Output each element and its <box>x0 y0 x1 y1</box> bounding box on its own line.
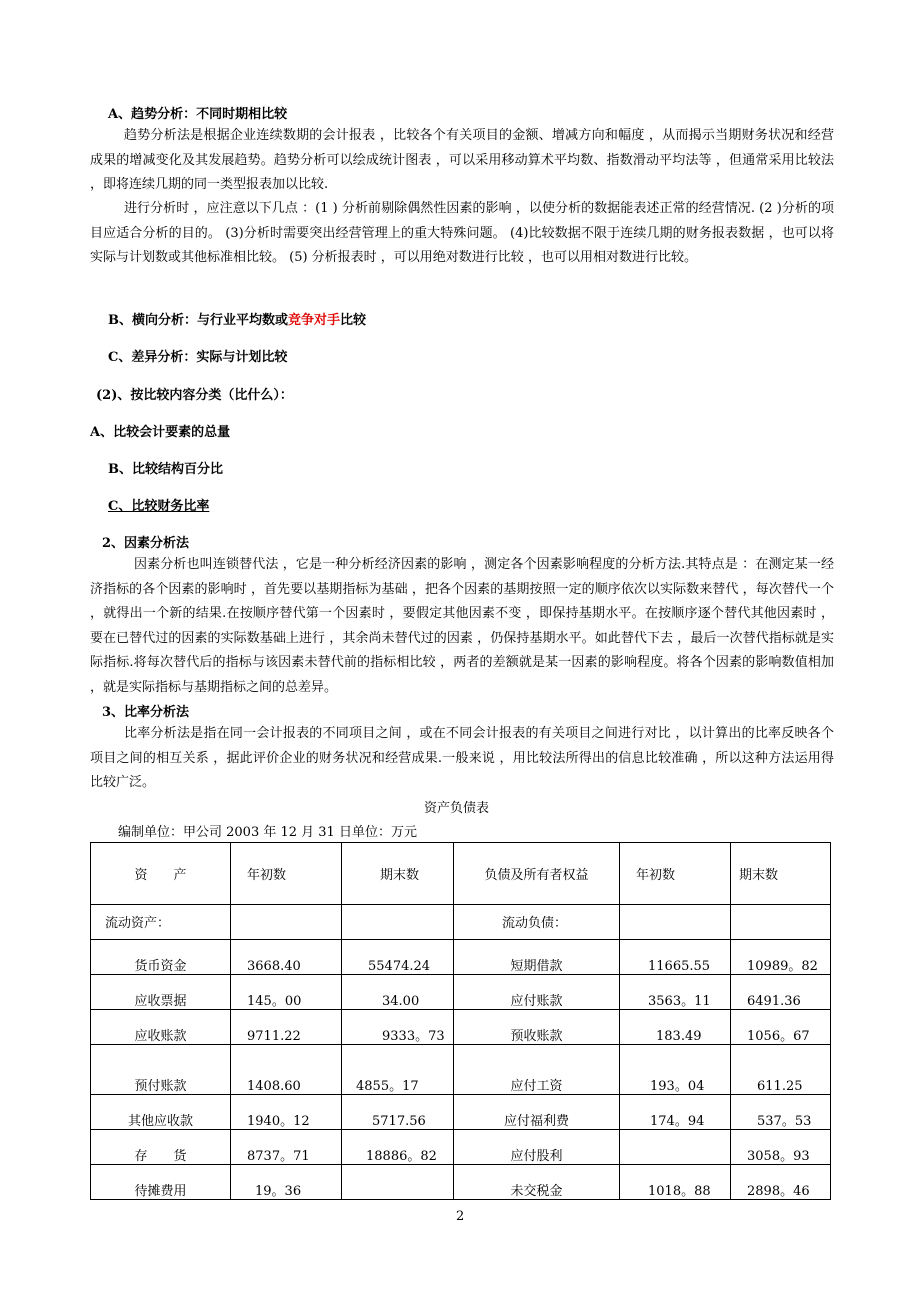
cell-asset-end <box>342 905 454 940</box>
cell-asset-name: 流动资产： <box>91 905 231 940</box>
cell-asset-name: 预付账款 <box>91 1045 231 1095</box>
cell-liability-begin <box>620 1130 731 1165</box>
cell-liability-name: 短期借款 <box>454 940 620 975</box>
cell-liability-name: 未交税金 <box>454 1165 620 1200</box>
cell-asset-end: 55474.24 <box>342 940 454 975</box>
cell-liability-begin: 174。94 <box>620 1095 731 1130</box>
cell-liability-name: 应付账款 <box>454 975 620 1010</box>
cell-asset-name: 货币资金 <box>91 940 231 975</box>
highlight-competitor: 竞争对手 <box>288 313 341 328</box>
cell-liability-begin <box>620 905 731 940</box>
table-row <box>91 940 831 975</box>
cell-asset-begin: 3668.40 <box>231 940 342 975</box>
cell-asset-begin: 145。00 <box>231 975 342 1010</box>
cell-liability-end: 3058。93 <box>731 1130 831 1165</box>
cell-asset-begin: 1408.60 <box>231 1045 342 1095</box>
cell-asset-name: 其他应收款 <box>91 1095 231 1130</box>
cell-asset-end: 18886。82 <box>342 1130 454 1165</box>
cell-liability-begin: 1018。88 <box>620 1165 731 1200</box>
cell-asset-name: 待摊费用 <box>91 1165 231 1200</box>
page-number: 2 <box>456 1209 465 1224</box>
header-assets: 资 产 <box>91 843 231 905</box>
cell-asset-name: 存 货 <box>91 1130 231 1165</box>
heading-factor-analysis: 2、因素分析法 <box>102 536 190 551</box>
table-row <box>91 1010 831 1045</box>
cell-asset-name: 应收账款 <box>91 1010 231 1045</box>
heading-ratio-analysis: 3、比率分析法 <box>102 705 190 720</box>
item-compare-ratio: C、比较财务比率 <box>108 499 210 514</box>
item-compare-structure: B、比较结构百分比 <box>108 462 223 477</box>
cell-asset-end: 4855。17 <box>342 1045 454 1095</box>
cell-liability-begin: 193。04 <box>620 1045 731 1095</box>
cell-liability-name: 流动负债： <box>454 905 620 940</box>
header-liabilities: 负债及所有者权益 <box>454 843 620 905</box>
item-compare-total: A、比较会计要素的总量 <box>90 425 231 440</box>
cell-asset-name: 应收票据 <box>91 975 231 1010</box>
table-row <box>91 1130 831 1165</box>
table-subtitle: 编制单位：甲公司 2003 年 12 月 31 日单位：万元 <box>118 825 417 840</box>
paragraph-factor-analysis: 因素分析也叫连锁替代法 ，它是一种分析经济因素的影响 ，测定各个因素影响程度的分析方法.其特点是 ：在测定某一经济指标的各个因素的影响时 ，首先要以基期指标为基础 ，把各个因素的基期按照一定的顺序依次以实际数来替代 ，每次替代一个 ，就得出一个新的结果.在按顺序替代第一个因素时 ，要假定其他因素不变 ，即保持基期水平。在按顺序逐个替代其他因素时 ，要在已替代过的因素的实际数基础上进行 ，其余尚未替代过的因素 ，仍保持基期水平。如此替代下去 ，最后一次替代指标就是实际指标.将每次替代后的指标与该因素未替代前的指标相比较 ，两者的差额就是某一因素的影响程度。将各个因素的影响数值相加 ，就是实际指标与基期指标之间的总差异。 <box>90 557 834 695</box>
table-row <box>91 975 831 1010</box>
cell-liability-begin: 3563。11 <box>620 975 731 1010</box>
cell-asset-begin: 9711.22 <box>231 1010 342 1045</box>
cell-liability-name: 应付福利费 <box>454 1095 620 1130</box>
heading-by-content: (2)、按比较内容分类（比什么）： <box>96 388 293 403</box>
balance-sheet-table <box>90 842 831 1200</box>
cell-liability-name: 应付工资 <box>454 1045 620 1095</box>
table-row <box>91 1095 831 1130</box>
cell-liability-end: 6491.36 <box>731 975 831 1010</box>
cell-asset-end <box>342 1165 454 1200</box>
header-liabilities-end: 期末数 <box>731 843 831 905</box>
table-title: 资产负债表 <box>424 801 490 816</box>
heading-variance-analysis: C、差异分析：实际与计划比较 <box>108 350 288 365</box>
paragraph-trend-analysis: 趋势分析法是根据企业连续数期的会计报表 ，比较各个有关项目的金额、增减方向和幅度 ，从而揭示当期财务状况和经营成果的增减变化及其发展趋势。趋势分析可以绘成统计图表 ，可以采用移动算术平均数、指数滑动平均法等 ，但通常采用比较法 ，即将连续几期的同一类型报表加以比较. <box>90 128 834 192</box>
table-row <box>91 1045 831 1095</box>
heading-horizontal-analysis-post: 比较 <box>340 313 367 328</box>
heading-horizontal-analysis-pre: B、横向分析：与行业平均数或 <box>108 313 288 328</box>
cell-liability-end: 2898。46 <box>731 1165 831 1200</box>
cell-asset-end: 5717.56 <box>342 1095 454 1130</box>
header-liabilities-begin: 年初数 <box>620 843 731 905</box>
header-assets-begin: 年初数 <box>231 843 342 905</box>
cell-liability-end <box>731 905 831 940</box>
cell-liability-begin: 11665.55 <box>620 940 731 975</box>
cell-asset-begin: 8737。71 <box>231 1130 342 1165</box>
cell-asset-end: 34.00 <box>342 975 454 1010</box>
heading-trend-analysis: A、趋势分析：不同时期相比较 <box>108 107 288 122</box>
cell-asset-begin: 19。36 <box>231 1165 342 1200</box>
cell-asset-begin <box>231 905 342 940</box>
cell-asset-end: 9333。73 <box>342 1010 454 1045</box>
table-row <box>91 905 831 940</box>
cell-liability-begin: 183.49 <box>620 1010 731 1045</box>
table-header-row <box>91 843 831 905</box>
paragraph-ratio-analysis: 比率分析法是指在同一会计报表的不同项目之间 ，或在不同会计报表的有关项目之间进行对比 ，以计算出的比率反映各个项目之间的相互关系 ，据此评价企业的财务状况和经营成果.一般来说 ，用比较法所得出的信息比较准确 ，所以这种方法运用得比较广泛。 <box>90 726 834 790</box>
heading-horizontal-analysis <box>108 309 366 328</box>
cell-liability-end: 10989。82 <box>731 940 831 975</box>
cell-liability-name: 预收账款 <box>454 1010 620 1045</box>
cell-liability-end: 537。53 <box>731 1095 831 1130</box>
paragraph-analysis-notes: 进行分析时 ，应注意以下几点 ：(1 ) 分析前剔除偶然性因素的影响 ，以使分析的数据能表述正常的经营情况. (2 )分析的项目应适合分析的目的。 (3)分析时需要突出经营管理上的重大特殊问题。 (4)比较数据不限于连续几期的财务报表数据 ，也可以将实际与计划数或其他标准相比较。 (5) 分析报表时 ，可以用绝对数进行比较 ，也可以用相对数进行比较。 <box>90 201 834 265</box>
cell-liability-end: 611.25 <box>731 1045 831 1095</box>
cell-asset-begin: 1940。12 <box>231 1095 342 1130</box>
header-assets-end: 期末数 <box>342 843 454 905</box>
cell-liability-end: 1056。67 <box>731 1010 831 1045</box>
cell-liability-name: 应付股利 <box>454 1130 620 1165</box>
table-row <box>91 1165 831 1200</box>
